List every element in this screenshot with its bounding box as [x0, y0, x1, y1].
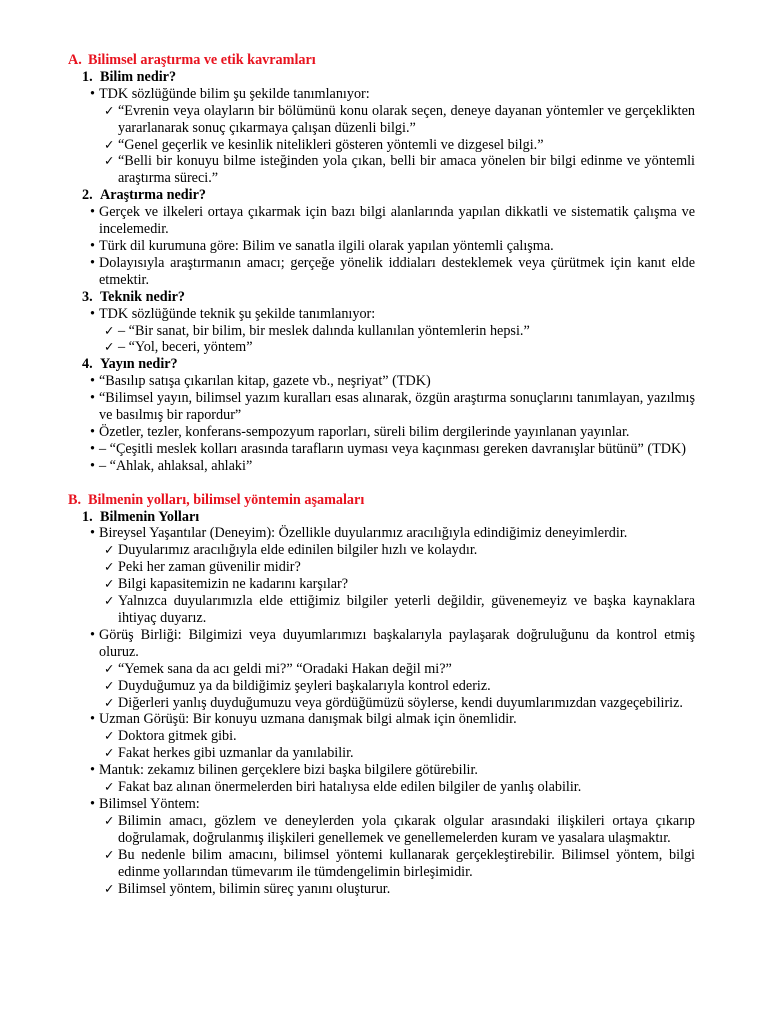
bullet-icon: • — [90, 254, 95, 271]
section-b-heading — [68, 492, 695, 509]
bullet-icon: • — [90, 204, 95, 221]
question-heading: 3. Teknik nedir? — [82, 288, 186, 305]
check-icon: ✓ — [104, 694, 115, 710]
check-icon: ✓ — [104, 576, 115, 592]
section-letter: B. — [68, 491, 82, 508]
bullet-item: • TDK sözlüğünde teknik şu şekilde tanımlanıyor: — [90, 305, 376, 322]
bullet-icon: • — [90, 85, 95, 102]
check-item: ✓ Duyularımız aracılığıyla elde edinilen bilgiler hızlı ve kolaydır. — [104, 542, 478, 559]
section-title: Bilimsel araştırma ve etik kavramları — [88, 52, 316, 68]
check-icon: ✓ — [104, 880, 115, 896]
check-item: ✓ – “Bir sanat, bir bilim, bir meslek dalında kullanılan yöntemlerin hepsi.” — [104, 322, 530, 339]
check-icon: ✓ — [104, 745, 115, 761]
question-heading: 4. Yayın nedir? — [82, 356, 178, 373]
bullet-icon: • — [90, 440, 95, 457]
bullet-icon: • — [90, 795, 95, 812]
check-icon: ✓ — [104, 812, 115, 828]
bullet-item: • “Bilimsel yayın, bilimsel yazım kuralları esas alınarak, özgün araştırma sonuçlarını tanımlayan, yazılmış ve basılmış bir rapordur” — [90, 390, 695, 424]
check-item: ✓ “Yemek sana da acı geldi mi?” “Oradaki Hakan değil mi?” — [104, 660, 452, 677]
bullet-icon: • — [90, 626, 95, 643]
bullet-item: • Görüş Birliği: Bilgimizi veya duyumlarımızı başkalarıyla paylaşarak doğruluğunu da kontrol etmiş oluruz. — [90, 626, 695, 660]
bullet-item: • Bireysel Yaşantılar (Deneyim): Özellikle duyularımız aracılığıyla edindiğimiz deneyimlerdir. — [90, 525, 628, 542]
check-item: ✓ Diğerleri yanlış duyduğumuzu veya gördüğümüzü söylerse, kendi duyumlarımızdan vazgeçebiliriz. — [104, 694, 683, 711]
bullet-icon: • — [90, 390, 95, 407]
bullet-item: • Gerçek ve ilkeleri ortaya çıkarmak için bazı bilgi alanlarında yapılan dikkatli ve sistematik çalışma ve incelemedir. — [90, 204, 695, 238]
bullet-item: • Özetler, tezler, konferans-sempozyum raporları, süreli bilim dergilerinde yayınlanan yayınlar. — [90, 423, 630, 440]
check-item: ✓ “Genel geçerlik ve kesinlik nitelikleri gösteren yöntemli ve dizgesel bilgi.” — [104, 136, 544, 153]
bullet-icon: • — [90, 762, 95, 779]
question-heading: 2. Araştırma nedir? — [82, 187, 206, 204]
check-item: ✓ “Evrenin veya olayların bir bölümünü konu olarak seçen, deneye dayanan yöntemler ve gerçeklikten yararlanarak sonuç çıkarmaya çalışan düzenli bilgi.” — [104, 102, 695, 136]
check-icon: ✓ — [104, 728, 115, 744]
bullet-item: • Uzman Görüşü: Bir konuyu uzmana danışmak bilgi almak için önemlidir. — [90, 711, 517, 728]
check-icon: ✓ — [104, 339, 115, 355]
check-item: ✓ Bu nedenle bilim amacını, bilimsel yöntemi kullanarak gerçekleştirebilir. Bilimsel yöntem, bilgi edinme yollarından tümevarım ile tümdengelimin birleşimidir. — [104, 846, 695, 880]
check-icon: ✓ — [104, 779, 115, 795]
check-icon: ✓ — [104, 153, 115, 169]
bullet-item: • – “Ahlak, ahlaksal, ahlaki” — [90, 457, 253, 474]
check-item: ✓ Fakat baz alınan önermelerden biri hatalıysa elde edilen bilgiler de yanlış olabilir. — [104, 779, 582, 796]
check-icon: ✓ — [104, 559, 115, 575]
check-icon: ✓ — [104, 102, 115, 118]
section-title: Bilmenin yolları, bilimsel yöntemin aşamaları — [88, 491, 365, 508]
question-heading: 1. Bilim nedir? — [82, 68, 177, 85]
check-icon: ✓ — [104, 660, 115, 676]
bullet-item: • Bilimsel Yöntem: — [90, 795, 200, 812]
bullet-icon: • — [90, 457, 95, 474]
check-icon: ✓ — [104, 136, 115, 152]
bullet-item: • Türk dil kurumuna göre: Bilim ve sanatla ilgili olarak yapılan yöntemli çalışma. — [90, 237, 554, 254]
bullet-icon: • — [90, 373, 95, 390]
bullet-icon: • — [90, 305, 95, 322]
bullet-icon: • — [90, 237, 95, 254]
section-letter: A. — [68, 52, 82, 68]
check-item: ✓ Peki her zaman güvenilir midir? — [104, 559, 301, 576]
bullet-item: • TDK sözlüğünde bilim şu şekilde tanımlanıyor: — [90, 85, 370, 102]
bullet-icon: • — [90, 711, 95, 728]
check-item: ✓ “Belli bir konuyu bilme isteğinden yola çıkan, belli bir amaca yönelen bir bilgi edinme ve yöntemli araştırma süreci.” — [104, 153, 695, 187]
check-item: ✓ Bilimsel yöntem, bilimin süreç yanını oluşturur. — [104, 880, 391, 897]
check-item: ✓ Doktora gitmek gibi. — [104, 728, 237, 745]
check-icon: ✓ — [104, 322, 115, 338]
question-heading: 1. Bilmenin Yolları — [82, 508, 200, 525]
check-item: ✓ Bilgi kapasitemizin ne kadarını karşılar? — [104, 576, 349, 593]
check-item: ✓ Bilimin amacı, gözlem ve deneylerden yola çıkarak olgular arasındaki ilişkileri ortaya çıkarıp doğrulamak, doğrulanmış ilişkileri genellemek ve genellemelerden kuram ve yasalara ulaşmaktır. — [104, 812, 695, 846]
bullet-icon: • — [90, 525, 95, 542]
check-item: ✓ Duyduğumuz ya da bildiğimiz şeyleri başkalarıyla kontrol ederiz. — [104, 677, 491, 694]
check-item: ✓ Fakat herkes gibi uzmanlar da yanılabilir. — [104, 745, 354, 762]
bullet-item: • – “Çeşitli meslek kolları arasında tarafların uyması veya kaçınması gereken davranışlar bütünü” (TDK) — [90, 440, 686, 457]
check-item: ✓ Yalnızca duyularımızla elde ettiğimiz bilgiler yeterli değildir, güvenemeyiz ve başka kaynaklara ihtiyaç duyarız. — [104, 593, 695, 626]
bullet-item: • Mantık: zekamız bilinen gerçeklere bizi başka bilgilere götürebilir. — [90, 762, 478, 779]
bullet-item: • Dolayısıyla araştırmanın amacı; gerçeğe yönelik iddiaları desteklemek veya çürütmek için kanıt elde etmektir. — [90, 254, 695, 288]
bullet-icon: • — [90, 423, 95, 440]
check-item: ✓ – “Yol, beceri, yöntem” — [104, 339, 253, 356]
check-icon: ✓ — [104, 846, 115, 862]
section-a-heading — [68, 52, 695, 69]
check-icon: ✓ — [104, 593, 115, 609]
check-icon: ✓ — [104, 677, 115, 693]
check-icon: ✓ — [104, 542, 115, 558]
bullet-item: • “Basılıp satışa çıkarılan kitap, gazete vb., neşriyat” (TDK) — [90, 373, 431, 390]
